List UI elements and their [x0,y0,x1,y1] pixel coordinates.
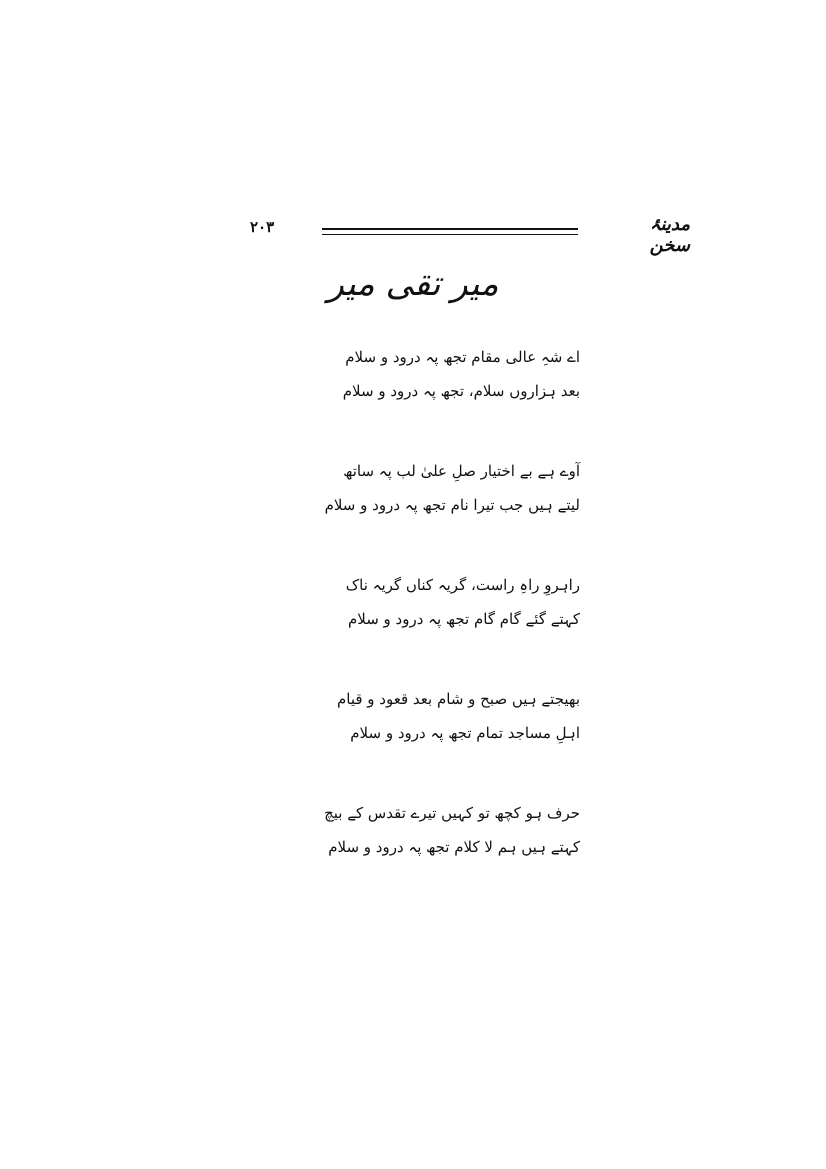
verse-line: لیتے ہیں جب تیرا نام تجھ پہ درود و سلام [324,496,580,514]
verse-line: راہروِ راہِ راست، گریہ کناں گریہ ناک [345,576,580,594]
verse-line: بھیجتے ہیں صبح و شام بعد قعود و قیام [336,690,580,708]
verse-line: اے شہِ عالی مقام تجھ پہ درود و سلام [345,348,580,366]
verse-line: حرف ہو کچھ تو کہیں تیرے تقدس کے بیچ [324,804,580,822]
stanza [324,454,580,522]
running-header [0,214,826,256]
verse-line: بعد ہزاروں سلام، تجھ پہ درود و سلام [342,382,580,400]
header-double-rule [322,228,578,235]
page-number: ۲۰۳ [250,218,275,236]
poem [324,340,580,910]
verse-line: کہتے ہیں ہم لا کلام تجھ پہ درود و سلام [328,838,580,856]
book-title: مدینۂ سخن [649,214,690,256]
stanza [324,796,580,864]
verse-line: کہتے گئے گام گام تجھ پہ درود و سلام [347,610,580,628]
stanza [336,682,580,750]
poet-name-heading: میر تقی میر [327,264,499,304]
verse-line: آوے ہے بے اختیار صلِ علیٰ لب پہ ساتھ [343,462,580,480]
stanza [342,340,580,408]
stanza [345,568,580,636]
verse-line: اہلِ مساجد تمام تجھ پہ درود و سلام [350,724,580,742]
